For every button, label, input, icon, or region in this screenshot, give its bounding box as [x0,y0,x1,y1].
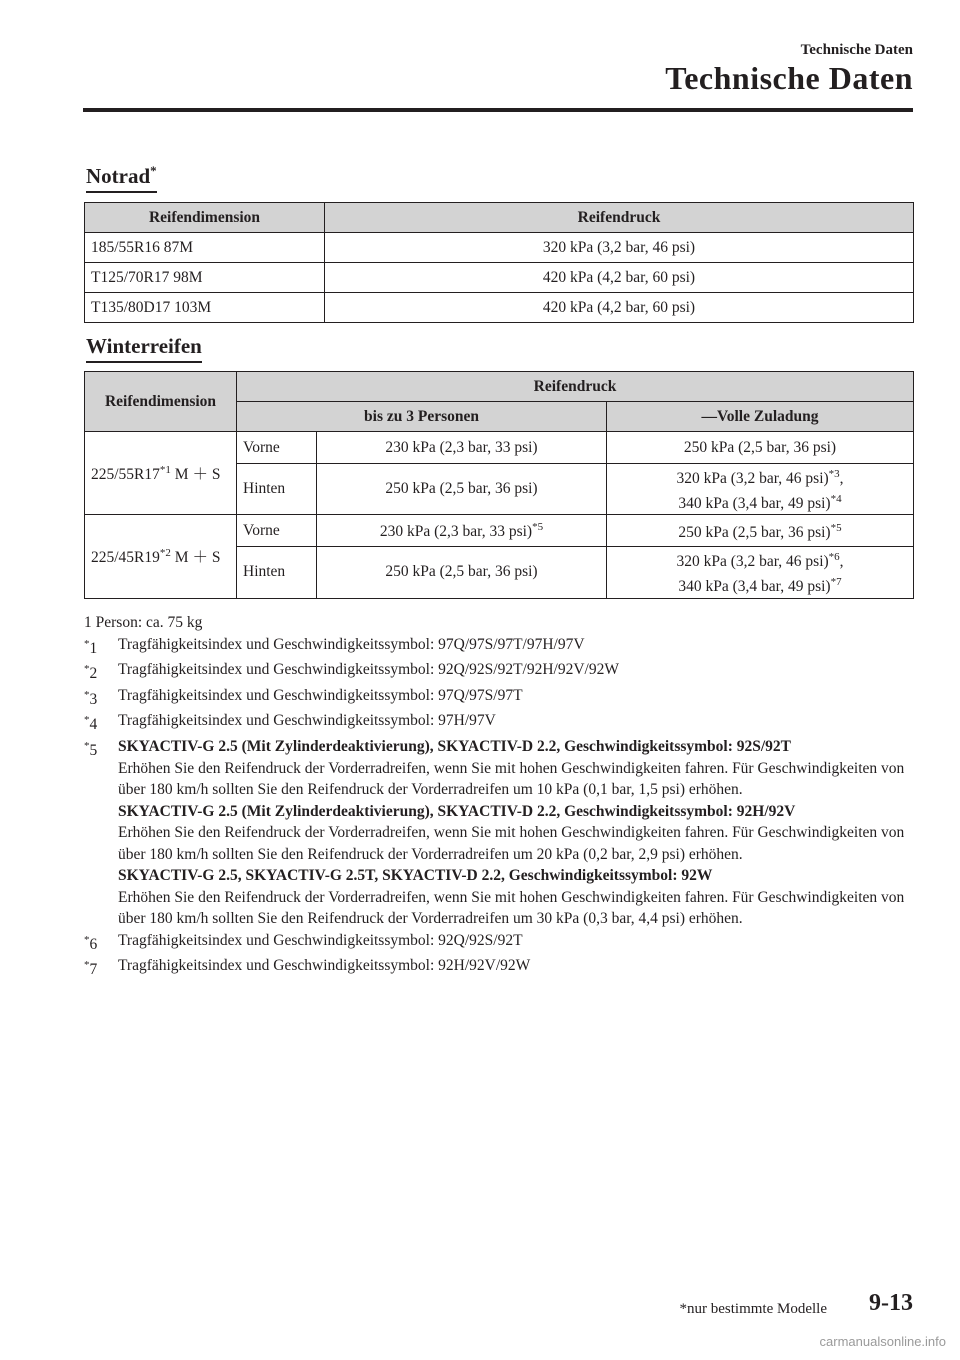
footnote-item [84,659,914,685]
table-row [85,515,914,547]
footnote-star: * [84,714,90,727]
pressure-full-cell [607,515,914,547]
table-row [85,432,914,464]
dimension-suffix: M ＋ S [170,549,221,567]
footnote-number: 5 [89,742,98,760]
pressure-value: 230 kPa (2,3 bar, 33 psi) [385,438,538,456]
winter-col-3persons: bis zu 3 Personen [237,402,607,432]
footnote-line: Erhöhen Sie den Reifendruck der Vorderradreifen, wenn Sie mit hohen Geschwindigkeiten fahren. Für Geschwindigkeiten von über 180 km/h sollten Sie den Reifendruck der Vorderradreifen um 10 kPa (0,1 bar, 1,5 psi) erhöhen. [118,759,905,799]
footnote-mark: *5 [830,522,842,535]
footnote-line: Tragfähigkeitsindex und Geschwindigkeitssymbol: 92H/92V/92W [118,957,531,975]
notrad-dimension-cell: 185/55R16 87M [85,233,325,263]
axle-cell: Hinten [237,464,317,515]
pressure-value: 320 kPa (3,2 bar, 46 psi) [676,553,829,571]
notrad-dimension-cell: T135/80D17 103M [85,293,325,323]
notrad-pressure-cell: 420 kPa (4,2 bar, 60 psi) [325,263,914,293]
winter-table [84,371,914,599]
notrad-heading [86,163,157,193]
pressure-value: 340 kPa (3,4 bar, 49 psi) [678,578,831,596]
notrad-pressure-cell: 420 kPa (4,2 bar, 60 psi) [325,293,914,323]
footnote-key [84,710,118,736]
footnote-item [84,955,914,981]
pressure-value: 250 kPa (2,5 bar, 36 psi) [678,524,831,542]
pressure-3persons-cell [317,432,607,464]
footnote-key [84,955,118,981]
pressure-value: 250 kPa (2,5 bar, 36 psi) [385,480,538,498]
footnote-line: Tragfähigkeitsindex und Geschwindigkeitssymbol: 97H/97V [118,712,496,730]
notrad-col-dimension: Reifendimension [85,203,325,233]
notrad-table [84,202,914,323]
pressure-value: 250 kPa (2,5 bar, 36 psi) [385,563,538,581]
dimension-value: 225/55R17 [91,466,160,484]
pressure-3persons-cell [317,515,607,547]
notrad-heading-text: Notrad [86,164,151,188]
footnote-key [84,659,118,685]
footnote-text [118,710,914,736]
winter-dimension-cell [85,515,237,598]
footnote-line: SKYACTIV-G 2.5 (Mit Zylinderdeaktivierung), SKYACTIV-D 2.2, Geschwindigkeitssymbol: 92H/92V [118,802,796,820]
table-row [85,263,914,293]
pressure-value: 250 kPa (2,5 bar, 36 psi) [683,438,837,456]
footnote-item [84,736,914,930]
footnote-star: * [84,740,90,753]
footnote-key [84,685,118,711]
winter-dimension-cell [85,432,237,515]
footnote-star: * [84,688,90,701]
winter-heading: Winterreifen [86,334,202,363]
footnote-person: 1 Person: ca. 75 kg [84,614,203,631]
header-section-label: Technische Daten [800,42,913,58]
footnote-number: 2 [89,665,98,683]
table-row [85,233,914,263]
notrad-pressure-cell: 320 kPa (3,2 bar, 46 psi) [325,233,914,263]
notrad-col-pressure: Reifendruck [325,203,914,233]
winter-table-header [85,372,914,402]
footnote-text [118,685,914,711]
footnote-mark: *6 [828,551,840,564]
footnote-star: * [84,637,90,650]
footnote-line: Erhöhen Sie den Reifendruck der Vorderradreifen, wenn Sie mit hohen Geschwindigkeiten fahren. Für Geschwindigkeiten von über 180 km/h sollten Sie den Reifendruck der Vorderradreifen um 20 kPa (0,2 bar, 2,9 psi) erhöhen. [118,824,905,863]
notrad-dimension-cell: T125/70R17 98M [85,263,325,293]
axle-cell: Vorne [237,432,317,464]
footnote-number: 6 [89,935,98,953]
footer-note: *nur bestimmte Modelle [679,1301,827,1317]
pressure-value: 340 kPa (3,4 bar, 49 psi) [678,495,831,513]
winter-col-full-load: —Volle Zuladung [607,402,914,432]
footnote-star: * [84,933,90,946]
winter-col-pressure: Reifendruck [237,372,914,402]
footnote-mark: *7 [830,576,842,589]
footnote-star: * [84,959,90,972]
footnote-item [84,710,914,736]
footnote-line: Tragfähigkeitsindex und Geschwindigkeitssymbol: 92Q/92S/92T [118,931,523,949]
footnote-text [118,930,914,956]
footnote-text [118,659,914,685]
footnote-mark: *4 [830,493,842,506]
footnote-mark: *1 [159,464,171,476]
pressure-3persons-cell [317,464,607,515]
dimension-suffix: M ＋ S [170,466,221,484]
footnote-number: 3 [89,690,98,708]
axle-cell: Hinten [237,547,317,598]
pressure-full-cell [607,432,914,464]
notrad-heading-mark: * [150,163,157,178]
footnote-line: SKYACTIV-G 2.5, SKYACTIV-G 2.5T, SKYACTIV-D 2.2, Geschwindigkeitssymbol: 92W [118,867,713,885]
footnote-item [84,634,914,660]
footnote-mark: *3 [828,468,840,480]
footnote-item [84,685,914,711]
footnote-item [84,930,914,956]
pressure-value: 320 kPa (3,2 bar, 46 psi) [676,470,829,488]
footnotes [84,612,914,981]
separator: , [839,470,844,488]
axle-cell: Vorne [237,515,317,547]
footnote-mark: *2 [159,547,171,560]
header-rule [83,108,913,112]
footnote-text [118,736,914,930]
separator: , [839,553,844,571]
watermark: carmanualsonline.info [819,1334,946,1349]
footnote-mark: *5 [532,520,544,533]
notrad-table-header [85,203,914,233]
pressure-value: 230 kPa (2,3 bar, 33 psi) [379,522,533,540]
footnote-line: Erhöhen Sie den Reifendruck der Vorderradreifen, wenn Sie mit hohen Geschwindigkeiten fahren. Für Geschwindigkeiten von über 180 km/h sollten Sie den Reifendruck der Vorderradreifen um 30 kPa (0,3 bar, 4,4 psi) erhöhen. [118,888,905,928]
footnote-number: 1 [89,639,98,657]
footnote-number: 7 [89,961,98,979]
footnote-key [84,634,118,660]
footnote-star: * [84,663,90,676]
footnote-line: Tragfähigkeitsindex und Geschwindigkeitssymbol: 97Q/97S/97T/97H/97V [118,635,585,653]
footnote-key [84,736,118,930]
footnote-line: Tragfähigkeitsindex und Geschwindigkeitssymbol: 92Q/92S/92T/92H/92V/92W [118,661,619,679]
pressure-full-cell [607,464,914,515]
page-number: 9-13 [869,1290,913,1316]
table-row [85,293,914,323]
winter-col-dimension: Reifendimension [85,372,237,432]
footnote-text [118,955,914,981]
footnote-line: SKYACTIV-G 2.5 (Mit Zylinderdeaktivierung), SKYACTIV-D 2.2, Geschwindigkeitssymbol: 92S/92T [118,738,792,756]
pressure-full-cell [607,547,914,598]
footnote-number: 4 [89,716,98,734]
footnote-text [118,634,914,660]
page-title: Technische Daten [665,60,913,96]
dimension-value: 225/45R19 [91,549,160,567]
pressure-3persons-cell [317,547,607,598]
footnote-line: Tragfähigkeitsindex und Geschwindigkeitssymbol: 97Q/97S/97T [118,686,523,704]
footnote-key [84,930,118,956]
